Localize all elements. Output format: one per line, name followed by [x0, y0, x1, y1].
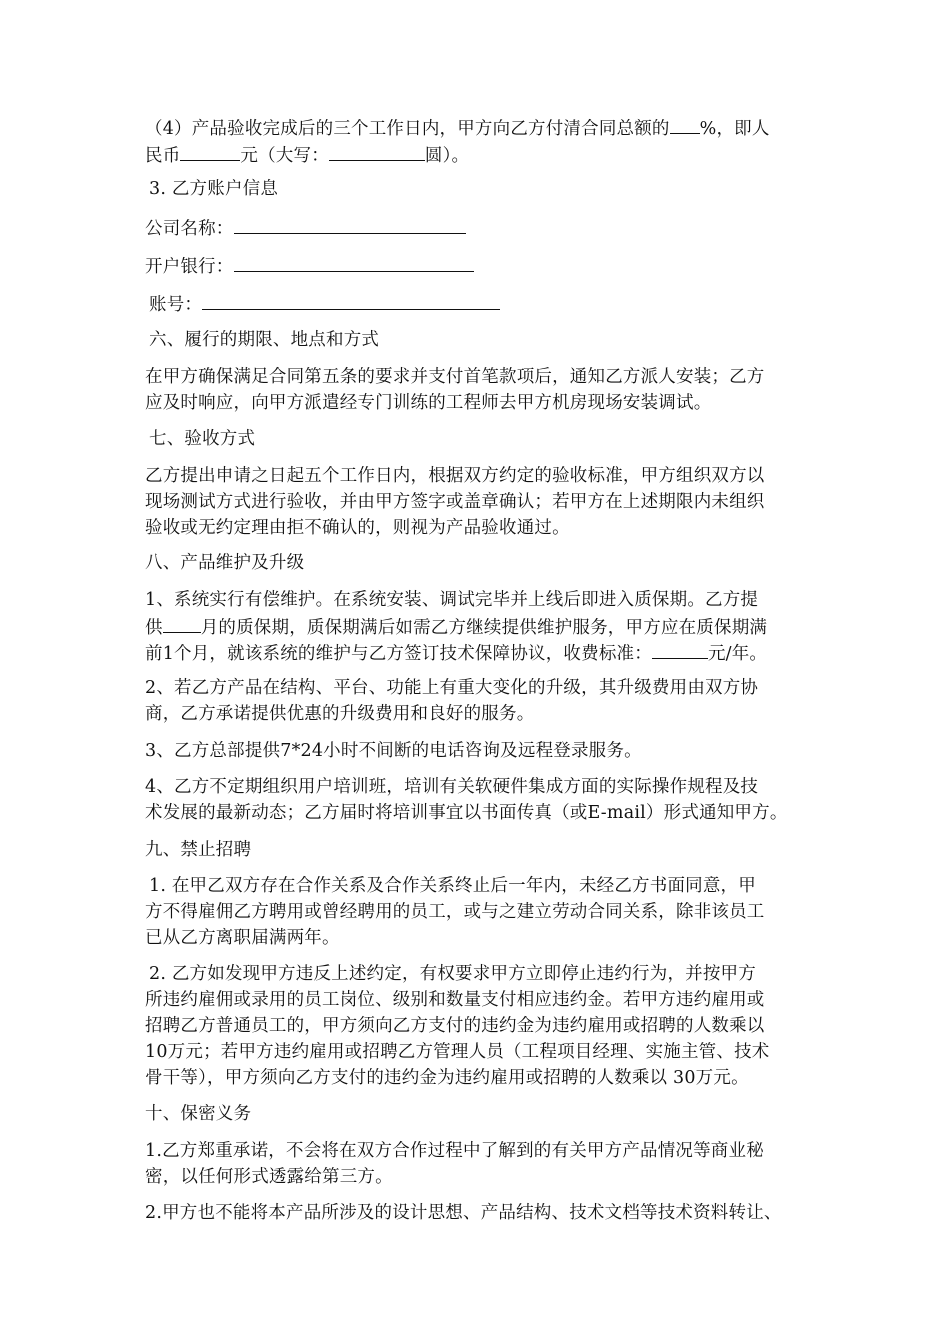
payment-clause-text: %，即人	[699, 119, 770, 139]
section-6-line-2: 应及时响应，向甲方派遣经专门训练的工程师去甲方机房现场安装调试。	[145, 393, 712, 413]
section-8-item-1-line-2	[145, 614, 767, 640]
section-9-item-2-line-1: 2. 乙方如发现甲方违反上述约定，有权要求甲方立即停止违约行为，并按甲方	[149, 964, 756, 984]
section-6-line-1: 在甲方确保满足合同第五条的要求并支付首笔款项后，通知乙方派人安装；乙方	[145, 367, 765, 387]
bank-blank	[234, 253, 474, 272]
section-8-item-1-line-1: 1、系统实行有偿维护。在系统安装、调试完毕并上线后即进入质保期。乙方提	[145, 590, 759, 610]
section-9-heading: 九、禁止招聘	[145, 840, 252, 860]
section-8-item-1-line-3	[145, 640, 767, 666]
section-9-item-1-line-2: 方不得雇佣乙方聘用或曾经聘用的员工，或与之建立劳动合同关系，除非该员工	[145, 902, 765, 922]
section-7-line-2: 现场测试方式进行验收，并由甲方签字或盖章确认；若甲方在上述期限内未组织	[145, 492, 765, 512]
clause-text: 月的质保期，质保期满后如需乙方继续提供维护服务，甲方应在质保期满	[200, 618, 768, 638]
clause-text: 元/年。	[707, 644, 768, 664]
section-9-item-1-line-1: 1. 在甲乙双方存在合作关系及合作关系终止后一年内，未经乙方书面同意，甲	[149, 876, 756, 896]
section-8-item-2-line-1: 2、若乙方产品在结构、平台、功能上有重大变化的升级，其升级费用由双方协	[145, 678, 759, 698]
payment-clause-line-2	[145, 142, 469, 168]
section-7-line-3: 验收或无约定理由拒不确认的，则视为产品验收通过。	[145, 518, 570, 538]
section-7-line-1: 乙方提出申请之日起五个工作日内，根据双方约定的验收标准，甲方组织双方以	[145, 466, 765, 486]
company-name-label: 公司名称：	[145, 219, 234, 239]
amount-blank	[180, 142, 240, 161]
section-10-item-2-line-1: 2.甲方也不能将本产品所涉及的设计思想、产品结构、技术文档等技术资料转让、	[145, 1203, 782, 1223]
payment-clause-text: （4）产品验收完成后的三个工作日内，甲方向乙方付清合同总额的	[145, 119, 670, 139]
amount-in-words-blank	[329, 142, 425, 161]
section-8-item-3: 3、乙方总部提供7*24小时不间断的电话咨询及远程登录服务。	[145, 741, 642, 761]
section-9-item-2-line-5: 骨干等），甲方须向乙方支付的违约金为违约雇用或招聘的人数乘以 30万元。	[145, 1068, 749, 1088]
account-heading: 3. 乙方账户信息	[149, 179, 279, 199]
bank-label: 开户银行：	[145, 257, 234, 277]
section-10-item-1-line-1: 1.乙方郑重承诺，不会将在双方合作过程中了解到的有关甲方产品情况等商业秘	[145, 1141, 764, 1161]
payment-clause-text: 民币	[145, 146, 181, 166]
warranty-months-blank	[163, 614, 201, 633]
percent-blank	[670, 115, 700, 134]
account-number-row	[149, 291, 500, 317]
section-6-heading: 六、履行的期限、地点和方式	[149, 330, 380, 350]
section-9-item-1-line-3: 已从乙方离职届满两年。	[145, 928, 340, 948]
section-9-item-2-line-3: 招聘乙方普通员工的，甲方须向乙方支付的违约金为违约雇用或招聘的人数乘以	[145, 1016, 765, 1036]
section-8-item-2-line-2: 商，乙方承诺提供优惠的升级费用和良好的服务。	[145, 704, 535, 724]
section-9-item-2-line-2: 所违约雇佣或录用的员工岗位、级别和数量支付相应违约金。若甲方违约雇用或	[145, 990, 765, 1010]
section-10-heading: 十、保密义务	[145, 1104, 252, 1124]
payment-clause-line-1	[145, 115, 770, 141]
clause-text: 前1个月，就该系统的维护与乙方签订技术保障协议，收费标准：	[145, 644, 652, 664]
payment-clause-text: 元（大写：	[240, 146, 329, 166]
company-name-row	[145, 215, 466, 241]
section-8-heading: 八、产品维护及升级	[145, 553, 305, 573]
payment-clause-text: 圆）。	[424, 146, 470, 166]
clause-text: 供	[145, 618, 163, 638]
fee-blank	[652, 640, 708, 659]
section-10-item-1-line-2: 密，以任何形式透露给第三方。	[145, 1167, 393, 1187]
account-number-label: 账号：	[149, 295, 203, 315]
section-8-item-4-line-2: 术发展的最新动态；乙方届时将培训事宜以书面传真（或E-mail）形式通知甲方。	[145, 803, 788, 823]
section-9-item-2-line-4: 10万元；若甲方违约雇用或招聘乙方管理人员（工程项目经理、实施主管、技术	[145, 1042, 770, 1062]
section-7-heading: 七、验收方式	[149, 429, 256, 449]
bank-row	[145, 253, 474, 279]
section-8-item-4-line-1: 4、乙方不定期组织用户培训班，培训有关软硬件集成方面的实际操作规程及技	[145, 777, 759, 797]
company-name-blank	[234, 215, 466, 234]
account-number-blank	[202, 291, 500, 310]
